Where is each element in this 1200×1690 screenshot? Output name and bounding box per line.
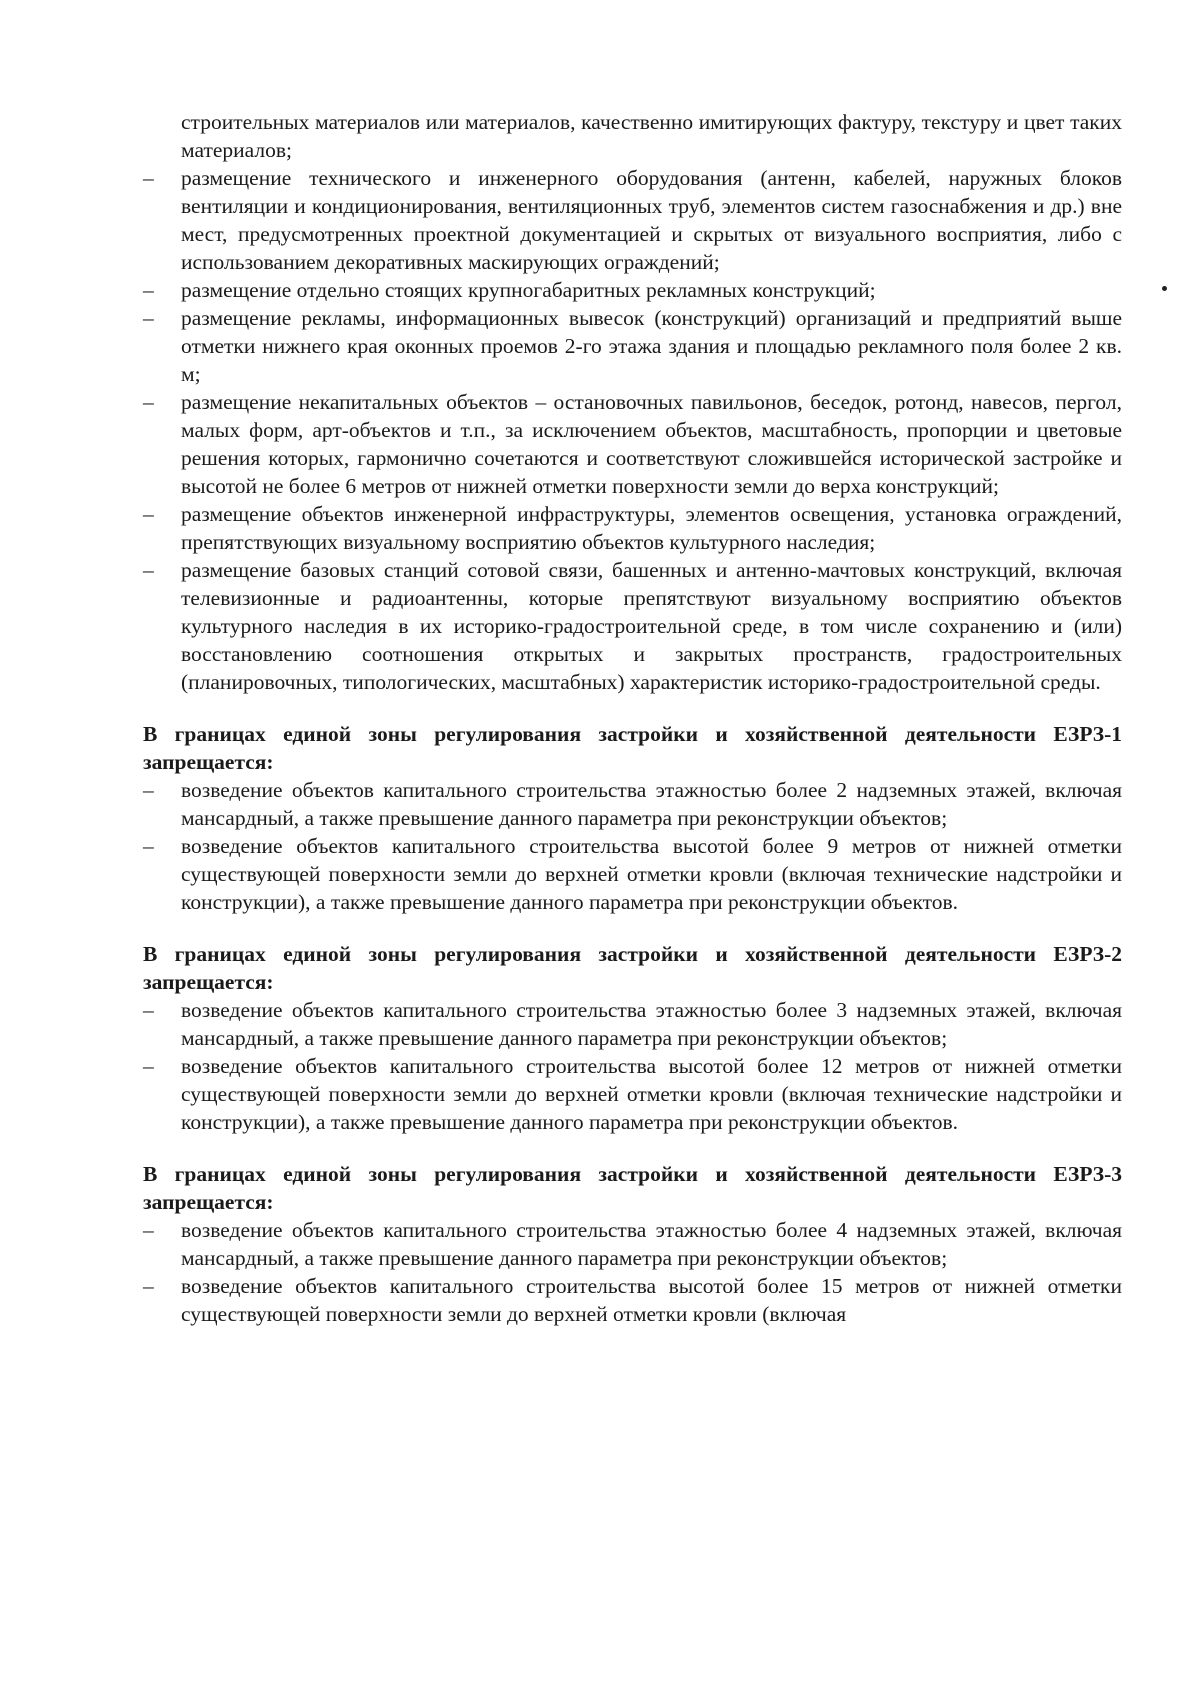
- list-item: [143, 164, 1122, 276]
- list-item: [143, 276, 1122, 304]
- list-item-text: возведение объектов капитального строительства этажностью более 4 надземных этажей, включая мансардный, а также превышение данного параметра при реконструкции объектов;: [181, 1218, 1122, 1270]
- bullet-dash: –: [143, 778, 154, 802]
- list-item-text: размещение объектов инженерной инфраструктуры, элементов освещения, установка ограждений, препятствующих визуальному восприятию объектов культурного наследия;: [181, 502, 1122, 554]
- list-item-text: возведение объектов капитального строительства высотой более 15 метров от нижней отметки существующей поверхности земли до верхней отметки кровли (включая: [181, 1274, 1122, 1326]
- bullet-dash: –: [143, 558, 154, 582]
- scan-speck: [1162, 286, 1167, 291]
- list-item-text: возведение объектов капитального строительства высотой более 9 метров от нижней отметки существующей поверхности земли до верхней отметки кровли (включая технические надстройки и конструкции), а также превышение данного параметра при реконструкции объектов.: [181, 834, 1122, 914]
- list-item-text: размещение технического и инженерного оборудования (антенн, кабелей, наружных блоков вентиляции и кондиционирования, вентиляционных труб, элементов систем газоснабжения и др.) вне мест, предусмотренных проектной документацией и скрытых от визуального восприятия, либо с использованием декоративных маскирующих ограждений;: [181, 166, 1122, 274]
- list-item: [143, 776, 1122, 832]
- section-heading-ezrz-2: В границах единой зоны регулирования застройки и хозяйственной деятельности ЕЗРЗ-2 запрещается:: [143, 942, 1122, 994]
- bullet-dash: –: [143, 278, 154, 302]
- list-item: [143, 1052, 1122, 1136]
- list-item-text: возведение объектов капитального строительства этажностью более 2 надземных этажей, включая мансардный, а также превышение данного параметра при реконструкции объектов;: [181, 778, 1122, 830]
- section-heading-ezrz-3: В границах единой зоны регулирования застройки и хозяйственной деятельности ЕЗРЗ-3 запрещается:: [143, 1162, 1122, 1214]
- list-item: [143, 304, 1122, 388]
- prohibition-list-ezrz-3: [143, 1216, 1122, 1328]
- continuation-paragraph: строительных материалов или материалов, качественно имитирующих фактуру, текстуру и цвет таких материалов;: [181, 110, 1122, 162]
- bullet-dash: –: [143, 998, 154, 1022]
- list-item-text: размещение некапитальных объектов – остановочных павильонов, беседок, ротонд, навесов, пергол, малых форм, арт-объектов и т.п., за исключением объектов, масштабность, пропорции и цветовые решения которых, гармонично сочетаются и соответствуют сложившейся исторической застройке и высотой не более 6 метров от нижней отметки поверхности земли до верха конструкций;: [181, 390, 1122, 498]
- list-item: [143, 1272, 1122, 1328]
- list-item-text: размещение отдельно стоящих крупногабаритных рекламных конструкций;: [181, 278, 876, 302]
- list-item: [143, 500, 1122, 556]
- list-item-text: размещение базовых станций сотовой связи, башенных и антенно-мачтовых конструкций, включая телевизионные и радиоантенны, которые препятствуют визуальному восприятию объектов культурного наследия в их историко-градостроительной среде, в том числе сохранению и (или) восстановлению соотношения открытых и закрытых пространств, градостроительных (планировочных, типологических, масштабных) характеристик историко-градостроительной среды.: [181, 558, 1122, 694]
- bullet-dash: –: [143, 1274, 154, 1298]
- list-item: [143, 388, 1122, 500]
- bullet-dash: –: [143, 306, 154, 330]
- bullet-dash: –: [143, 166, 154, 190]
- document-body: [143, 108, 1122, 1328]
- list-item: [143, 832, 1122, 916]
- prohibition-list-general: [143, 164, 1122, 696]
- list-item: [143, 556, 1122, 696]
- list-item: [143, 1216, 1122, 1272]
- list-item-text: возведение объектов капитального строительства высотой более 12 метров от нижней отметки существующей поверхности земли до верхней отметки кровли (включая технические надстройки и конструкции), а также превышение данного параметра при реконструкции объектов.: [181, 1054, 1122, 1134]
- list-item-text: размещение рекламы, информационных вывесок (конструкций) организаций и предприятий выше отметки нижнего края оконных проемов 2-го этажа здания и площадью рекламного поля более 2 кв. м;: [181, 306, 1122, 386]
- section-heading-ezrz-1: В границах единой зоны регулирования застройки и хозяйственной деятельности ЕЗРЗ-1 запрещается:: [143, 722, 1122, 774]
- bullet-dash: –: [143, 834, 154, 858]
- bullet-dash: –: [143, 390, 154, 414]
- list-item: [143, 996, 1122, 1052]
- bullet-dash: –: [143, 1054, 154, 1078]
- list-item-text: возведение объектов капитального строительства этажностью более 3 надземных этажей, включая мансардный, а также превышение данного параметра при реконструкции объектов;: [181, 998, 1122, 1050]
- bullet-dash: –: [143, 1218, 154, 1242]
- bullet-dash: –: [143, 502, 154, 526]
- prohibition-list-ezrz-2: [143, 996, 1122, 1136]
- prohibition-list-ezrz-1: [143, 776, 1122, 916]
